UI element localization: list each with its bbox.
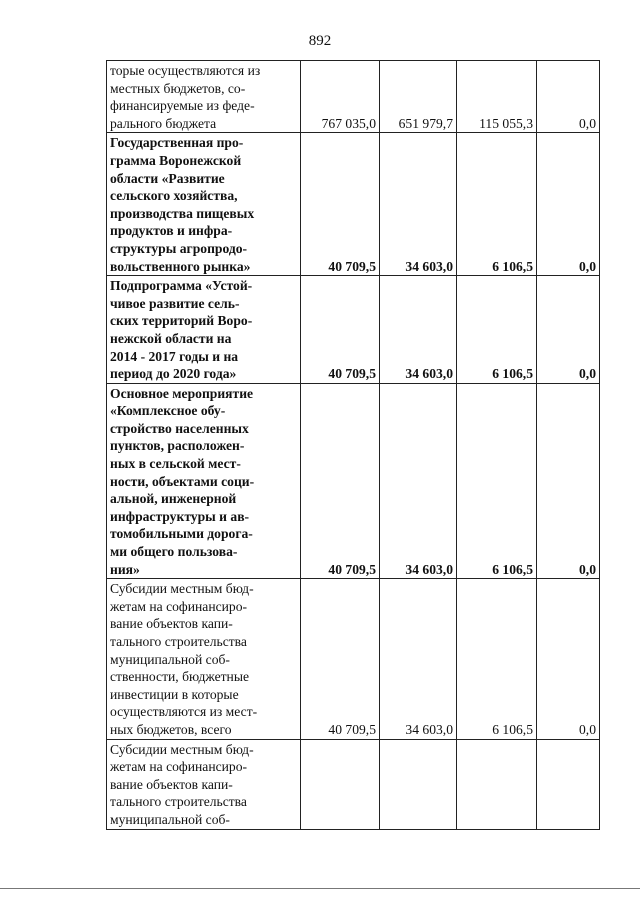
row-description-line: осуществляются из мест- (110, 704, 258, 720)
row-description-line: период до 2020 года» (110, 366, 237, 382)
row-description-line: тального строительства (110, 634, 247, 649)
row-description-line: чивое развитие сель- (110, 295, 240, 311)
row-description-line: ных в сельской мест- (110, 456, 241, 472)
row-description-line: ми общего пользова- (110, 544, 238, 560)
row-description-line: грамма Воронежской (110, 152, 242, 168)
local-value-cell: 0,0 (537, 133, 600, 276)
row-description-cell (107, 276, 301, 384)
row-description-line: жетам на софинансиро- (110, 598, 248, 614)
row-description-cell (107, 61, 301, 133)
row-description-line: торые осуществляются из (110, 63, 261, 78)
budget-table (106, 60, 600, 830)
row-description-line: вание объектов капи- (110, 776, 233, 792)
row-description-line: Субсидии местным бюд- (110, 741, 254, 757)
row-description-line: тального строительства (110, 794, 247, 810)
row-description-cell (107, 739, 301, 829)
row-description-line: Государственная про- (110, 135, 244, 151)
regional-value-cell (457, 739, 537, 829)
local-value-cell: 0,0 (537, 383, 600, 579)
row-description-line: рального бюджета (110, 115, 217, 131)
total-value-cell: 767 035,0 (301, 61, 380, 133)
row-description-line: ния» (110, 561, 140, 577)
table-row (107, 579, 600, 739)
row-description-line: инвестиции в которые (110, 686, 239, 702)
row-description-line: Основное мероприятие (110, 385, 254, 401)
row-description-cell (107, 133, 301, 276)
table-row (107, 739, 600, 829)
row-description-line: области «Развитие (110, 170, 225, 186)
total-value-cell: 40 709,5 (301, 383, 380, 579)
row-description-line: стройство населенных (110, 420, 249, 436)
row-description-cell (107, 383, 301, 579)
regional-value-cell: 6 106,5 (457, 383, 537, 579)
row-description-line: томобильными дорога- (110, 526, 253, 542)
regional-value-cell: 6 106,5 (457, 276, 537, 384)
row-description-line: финансируемые из феде- (110, 98, 255, 114)
total-value-cell (301, 739, 380, 829)
regional-value-cell: 6 106,5 (457, 579, 537, 739)
local-value-cell: 0,0 (537, 61, 600, 133)
row-description-line: инфраструктуры и ав- (110, 508, 250, 524)
total-value-cell: 40 709,5 (301, 579, 380, 739)
federal-value-cell (380, 739, 457, 829)
row-description-line: продуктов и инфра- (110, 223, 233, 239)
total-value-cell: 40 709,5 (301, 276, 380, 384)
row-description-line: ских территорий Воро- (110, 313, 253, 329)
row-description-line: сельского хозяйства, (110, 188, 238, 204)
row-description-line: ности, объектами соци- (110, 473, 255, 489)
row-description-line: жетам на софинансиро- (110, 759, 248, 775)
row-description-line: 2014 - 2017 годы и на (110, 348, 239, 364)
bottom-rule (0, 888, 640, 889)
row-description-line: структуры агропродо- (110, 240, 248, 256)
budget-table-body (107, 61, 600, 830)
federal-value-cell: 34 603,0 (380, 276, 457, 384)
row-description-line: пунктов, расположен- (110, 438, 245, 454)
row-description-line: Подпрограмма «Устой- (110, 278, 253, 294)
regional-value-cell: 6 106,5 (457, 133, 537, 276)
row-description-cell (107, 579, 301, 739)
federal-value-cell: 651 979,7 (380, 61, 457, 133)
row-description-line: вольственного рынка» (110, 258, 251, 274)
federal-value-cell: 34 603,0 (380, 579, 457, 739)
row-description-line: ственности, бюджетные (110, 669, 250, 685)
row-description-line: производства пищевых (110, 205, 255, 221)
federal-value-cell: 34 603,0 (380, 383, 457, 579)
table-row (107, 383, 600, 579)
row-description-line: альной, инженерной (110, 491, 237, 507)
local-value-cell (537, 739, 600, 829)
row-description-line: нежской области на (110, 330, 232, 346)
row-description-line: вание объектов капи- (110, 616, 233, 632)
row-description-line: муниципальной соб- (110, 811, 230, 827)
local-value-cell: 0,0 (537, 579, 600, 739)
local-value-cell: 0,0 (537, 276, 600, 384)
row-description-line: муниципальной соб- (110, 651, 230, 667)
federal-value-cell: 34 603,0 (380, 133, 457, 276)
row-description-line: Субсидии местным бюд- (110, 581, 254, 597)
row-description-line: «Комплексное обу- (110, 403, 226, 419)
page-number: 892 (308, 33, 332, 49)
total-value-cell: 40 709,5 (301, 133, 380, 276)
regional-value-cell: 115 055,3 (457, 61, 537, 133)
table-row (107, 276, 600, 384)
table-row (107, 133, 600, 276)
row-description-line: местных бюджетов, со- (110, 80, 246, 96)
table-row (107, 61, 600, 133)
row-description-line: ных бюджетов, всего (110, 721, 232, 737)
